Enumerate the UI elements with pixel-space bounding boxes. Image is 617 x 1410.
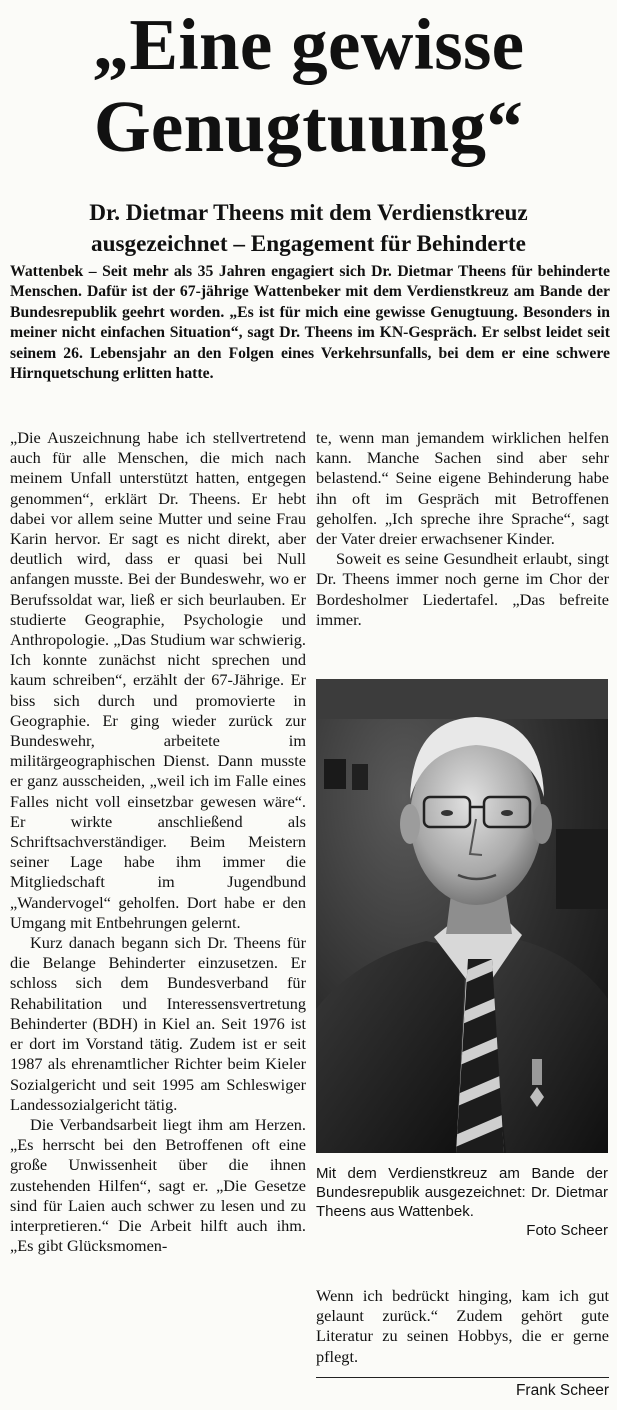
body-paragraph: „Die Auszeichnung habe ich stellvertretend auch für alle Menschen, die mich nach meinem Unfall unterstützt hatten, entgegen genommen“, erklärt Dr. Theens. Er hebt dabei vor allem seine Mutter und seine Frau Karin hervor. Er sagt es nicht direkt, aber deutlich wird, dass er quasi bei Null anfangen musste. Bei der Bundeswehr, wo er Berufssoldat war, ließ er sich beurlauben. Er studierte Geographie, Psychologie und Anthropologie. „Das Studium war schwierig. Ich konnte zunächst nicht sprechen und kaum schreiben“, erzählt der 67-Jährige. Er biss sich durch und promovierte in Geographie. Er ging wieder zurück zur Bundeswehr, arbeitete im militärgeographischen Dienst. Dann musste er ganz ausscheiden, „weil ich im Falle eines Falles nicht voll einsetzbar gewesen wäre“. Er wirkte anschließend als Schriftsachverständiger. Beim Meistern seiner Lage habe ihm immer die Mitgliedschaft im Jugendbund „Wandervogel“ geholfen. Dort habe er den Umgang mit Entbehrungen gelernt.	[10, 428, 306, 932]
body-paragraph: Kurz danach begann sich Dr. Theens für die Belange Behinderter einzusetzen. Er schloss sich dem Bundesverband für Rehabilitation und Interessensvertretung Behinderter (BDH) in Kiel an. Seit 1976 ist er dort im Vorstand tätig. Zudem ist er seit 1987 als ehrenamtlicher Richter beim Kieler Sozialgericht und seit 1995 am Schleswiger Landessozialgericht tätig.	[10, 933, 306, 1114]
author-byline: Frank Scheer	[515, 1382, 609, 1399]
photo-credit: Foto Scheer	[526, 1222, 608, 1239]
subheadline-line-2: ausgezeichnet – Engagement für Behinderte	[91, 231, 526, 257]
subheadline	[0, 198, 617, 260]
portrait-photo	[316, 679, 608, 1153]
headline	[0, 4, 617, 168]
body-paragraph: Wenn ich bedrückt hinging, kam ich gut gelaunt zurück.“ Zudem gehört gute Literatur zu seinen Hobbys, die er gerne pflegt.	[316, 1286, 609, 1366]
body-column-right-top	[316, 428, 609, 630]
body-paragraph: Soweit es seine Gesundheit erlaubt, singt Dr. Theens immer noch gerne im Chor der Bordesholmer Liedertafel. „Das befreite immer.	[316, 549, 609, 629]
photo-caption	[316, 1164, 608, 1240]
author-divider	[316, 1377, 609, 1378]
headline-line-1: „Eine gewisse	[92, 4, 525, 85]
body-column-left	[10, 428, 306, 1256]
headline-line-2: Genugtuung“	[93, 86, 524, 167]
subheadline-line-1: Dr. Dietmar Theens mit dem Verdienstkreuz	[89, 200, 528, 226]
caption-text: Mit dem Verdienstkreuz am Bande der Bundesrepublik ausgezeichnet: Dr. Dietmar Theens aus Wattenbek.	[316, 1165, 608, 1220]
body-paragraph: Die Verbandsarbeit liegt ihm am Herzen. „Es herrscht bei den Betroffenen oft eine große Unwissenheit über die ihnen zustehenden Hilfen“, sagt er. „Die Gesetze sind für Laien auch schwer zu lesen und zu interpretieren.“ Die Arbeit hilft auch ihm. „Es gibt Glücksmomen-	[10, 1114, 306, 1256]
body-paragraph: te, wenn man jemandem wirklichen helfen kann. Manche Sachen sind aber sehr belastend.“ Seine eigene Behinderung habe ihn oft im Gespräch mit Betroffenen geholfen. „Ich spreche ihre Sprache“, sagt der Vater dreier erwachsener Kinder.	[316, 428, 609, 549]
lead-paragraph: Wattenbek – Seit mehr als 35 Jahren engagiert sich Dr. Dietmar Theens für behinderte Menschen. Dafür ist der 67-jährige Wattenbeker mit dem Verdienstkreuz am Bande der Bundesrepublik geehrt worden. „Es ist für mich eine gewisse Genugtuung. Besonders in meiner nicht einfachen Situation“, sagt Dr. Theens im KN-Gespräch. Er selbst leidet seit seinem 26. Lebensjahr an den Folgen eines Verkehrsunfalls, bei dem er eine schwere Hirnquetschung erlitten hatte.	[10, 263, 610, 383]
body-column-right-bottom	[316, 1286, 609, 1367]
